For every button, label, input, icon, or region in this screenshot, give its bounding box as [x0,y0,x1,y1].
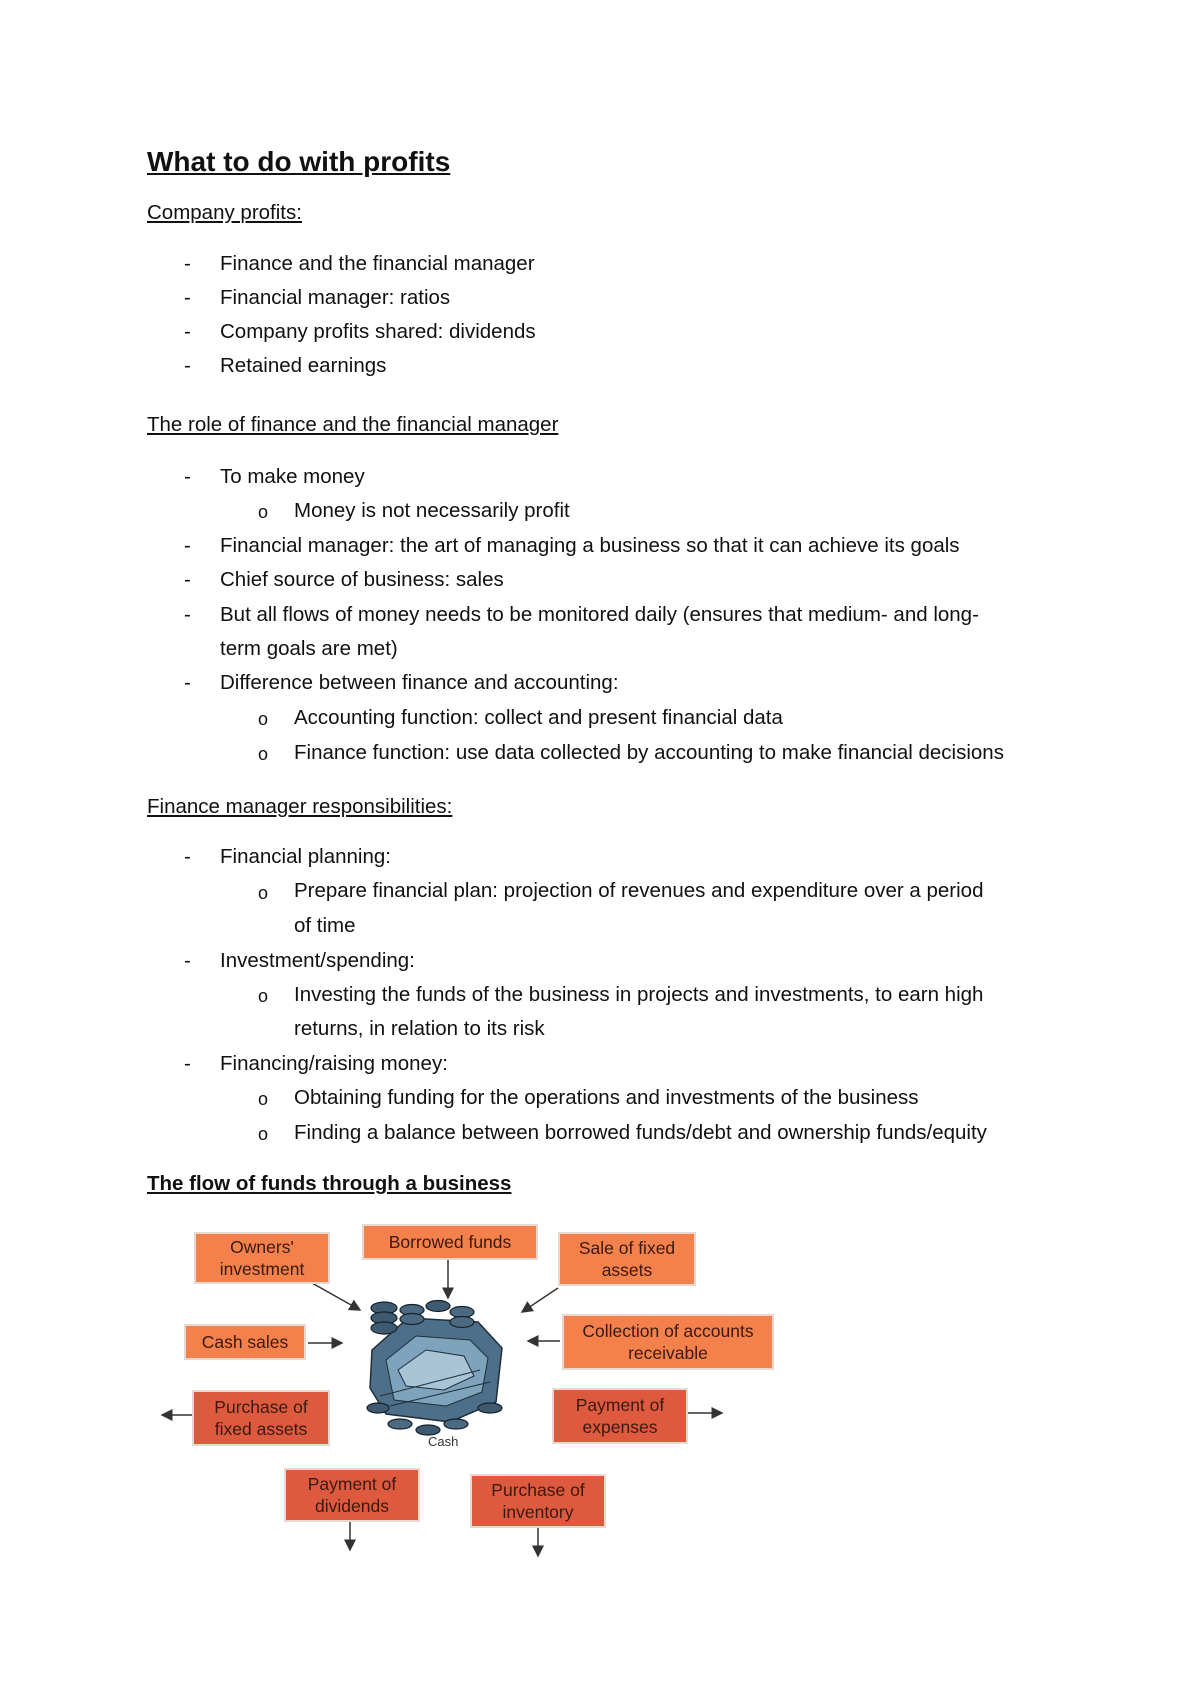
list-item: To make money [220,465,365,488]
list-subitem: Investing the funds of the business in projects and investments, to earn high [294,983,984,1006]
dash-bullet: - [184,1052,191,1075]
cash-label: Cash [428,1434,459,1449]
list-subitem: Accounting function: collect and present financial data [294,706,783,729]
list-item: Financial manager: the art of managing a business so that it can achieve its goals [220,534,960,557]
dash-bullet: - [184,354,191,377]
box-collection-of-accounts-receivable: Collection of accounts receivable [562,1314,774,1370]
box-payment-of-dividends: Payment of dividends [284,1468,420,1522]
circle-bullet: o [258,744,269,764]
list-item: Company profits shared: dividends [220,320,536,343]
dash-bullet: - [184,465,191,488]
list-subitem: Finance function: use data collected by accounting to make financial decisions [294,741,1004,764]
box-payment-of-expenses: Payment of expenses [552,1388,688,1444]
dash-bullet: - [184,845,191,868]
list-subitem: Finding a balance between borrowed funds/debt and ownership funds/equity [294,1121,987,1144]
circle-bullet: o [258,1124,269,1144]
list-item: Financing/raising money: [220,1052,448,1075]
box-sale-of-fixed-assets: Sale of fixed assets [558,1232,696,1286]
section-heading-flow-of-funds: The flow of funds through a business [147,1172,512,1195]
dash-bullet: - [184,252,191,275]
list-item-continuation: term goals are met) [220,637,398,660]
box-purchase-of-inventory: Purchase of inventory [470,1474,606,1528]
cash-pile-icon [367,1301,502,1436]
list-item: Financial manager: ratios [220,286,451,309]
flow-of-funds-diagram [150,1210,790,1570]
dash-bullet: - [184,568,191,591]
box-borrowed-funds: Borrowed funds [362,1224,538,1260]
box-purchase-of-fixed-assets: Purchase of fixed assets [192,1390,330,1446]
circle-bullet: o [258,502,269,522]
page-title: What to do with profits [147,146,451,177]
box-cash-sales: Cash sales [184,1324,306,1360]
list-item: Retained earnings [220,354,387,377]
circle-bullet: o [258,883,269,903]
section-heading-responsibilities: Finance manager responsibilities: [147,795,453,818]
list-item: Difference between finance and accounting: [220,671,619,694]
list-subitem: Money is not necessarily profit [294,499,570,522]
list-item: Financial planning: [220,845,391,868]
dash-bullet: - [184,949,191,972]
circle-bullet: o [258,1089,269,1109]
dash-bullet: - [184,320,191,343]
box-owners-investment: Owners' investment [194,1232,330,1284]
arrow-sale-of-fixed-assets [522,1288,558,1312]
circle-bullet: o [258,709,269,729]
arrow-owners-investment [312,1283,360,1310]
circle-bullet: o [258,986,269,1006]
list-item: But all flows of money needs to be monitored daily (ensures that medium- and long- [220,603,979,626]
dash-bullet: - [184,671,191,694]
list-subitem: Prepare financial plan: projection of revenues and expenditure over a period [294,879,984,902]
section-heading-role-of-finance: The role of finance and the financial manager [147,413,559,436]
dash-bullet: - [184,534,191,557]
list-subitem-continuation: of time [294,914,356,937]
list-item: Investment/spending: [220,949,415,972]
section-heading-company-profits: Company profits: [147,201,302,224]
dash-bullet: - [184,603,191,626]
list-subitem-continuation: returns, in relation to its risk [294,1017,545,1040]
list-item: Finance and the financial manager [220,252,535,275]
list-item: Chief source of business: sales [220,568,504,591]
list-subitem: Obtaining funding for the operations and investments of the business [294,1086,919,1109]
dash-bullet: - [184,286,191,309]
